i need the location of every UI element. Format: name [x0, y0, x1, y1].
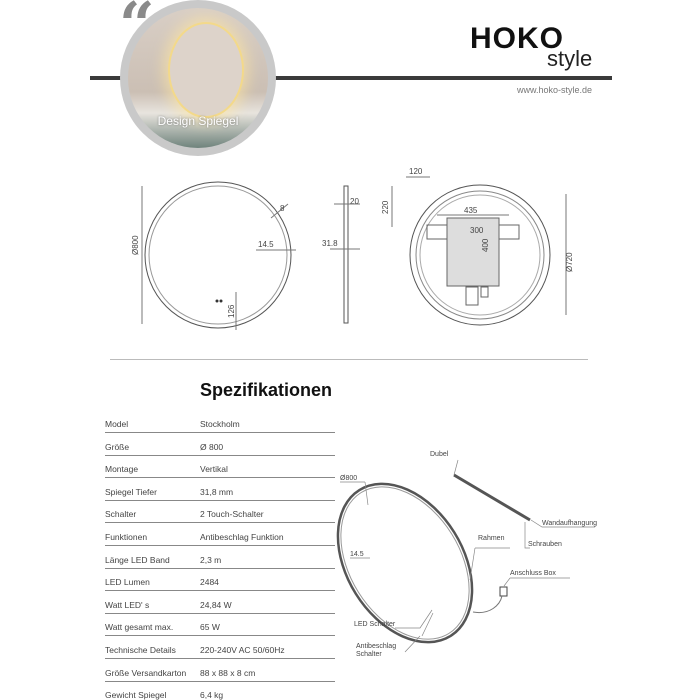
- spec-value: 24,84 W: [200, 599, 232, 610]
- spec-row: [105, 613, 335, 636]
- front-diameter-label: Ø800: [131, 235, 140, 255]
- connection-box: [500, 587, 507, 596]
- spec-value: 65 W: [200, 622, 220, 633]
- side-top-label: 20: [350, 197, 359, 206]
- label-rahmen: Rahmen: [478, 535, 505, 542]
- back-offset-y-label: 220: [381, 200, 390, 214]
- frame-label: 14.5: [258, 240, 274, 249]
- spec-row: [105, 433, 335, 456]
- side-depth-label: 31.8: [322, 239, 338, 248]
- spec-value: 31,8 mm: [200, 486, 234, 497]
- spec-row: [105, 500, 335, 523]
- website-url[interactable]: www.hoko-style.de: [516, 85, 592, 95]
- switch-offset-label: 126: [227, 304, 236, 318]
- specs-title: Spezifikationen: [200, 380, 333, 400]
- spec-row: [105, 591, 335, 614]
- spec-row: [105, 523, 335, 546]
- photo-caption: Design Spiegel: [157, 114, 239, 128]
- spec-label: Technische Details: [105, 645, 176, 655]
- spec-label: Watt gesamt max.: [105, 622, 174, 633]
- side-view: [344, 186, 348, 323]
- spec-label: Länge LED Band: [105, 554, 170, 565]
- spec-label: Größe Versandkarton: [105, 667, 187, 678]
- back-width-label: 435: [464, 206, 478, 215]
- back-diameter-label: Ø720: [565, 252, 574, 272]
- exploded-drawing: [330, 430, 600, 690]
- label-diameter: Ø800: [340, 475, 358, 482]
- front-outer-ring: [145, 182, 291, 328]
- brand-logo-sub: style: [547, 46, 593, 71]
- spec-label: Funktionen: [105, 532, 148, 542]
- spec-value: 2484: [200, 577, 219, 588]
- spec-row: [105, 546, 335, 569]
- back-offset-x-label: 120: [409, 167, 423, 176]
- spec-label: Montage: [105, 464, 139, 475]
- spec-value: 2,3 m: [200, 554, 222, 565]
- wall-mount-rail: [454, 475, 530, 520]
- spec-value: Ø 800: [200, 441, 224, 452]
- spec-label: Gewicht Spiegel: [105, 690, 167, 700]
- spec-row: [105, 410, 335, 433]
- spec-row: [105, 568, 335, 591]
- spec-value: 220-240V AC 50/60Hz: [200, 645, 285, 655]
- brand-logo: HOKO: [470, 22, 564, 55]
- spec-row: [105, 681, 335, 700]
- spec-label: Größe: [105, 441, 130, 452]
- spec-row: [105, 455, 335, 478]
- label-wandaufhangung: Wandaufhangung: [542, 520, 598, 527]
- spec-row: [105, 659, 335, 682]
- ring-label: 8: [280, 204, 285, 213]
- spec-row: [105, 478, 335, 501]
- spec-value: Antibeschlag Funktion: [200, 532, 284, 542]
- label-anschluss-box: Anschluss Box: [510, 570, 556, 577]
- spec-value: 88 x 88 x 8 cm: [200, 667, 256, 678]
- section-divider: [110, 359, 588, 360]
- spec-label: LED Lumen: [105, 577, 150, 588]
- spec-label: Schalter: [105, 509, 137, 520]
- spec-value: 6,4 kg: [200, 690, 224, 700]
- spec-value: 2 Touch-Schalter: [200, 509, 264, 520]
- label-schrauben: Schrauben: [528, 541, 562, 548]
- quote-icon: “: [119, 0, 155, 61]
- label-antibeschlag-schalter: Schalter: [356, 651, 382, 658]
- spec-label: Spiegel Tiefer: [105, 486, 157, 497]
- spec-label: Watt LED' s: [105, 599, 150, 610]
- back-inner-label: 300: [470, 226, 484, 235]
- label-dubel: Dubel: [430, 451, 449, 458]
- label-led-schalter: LED Schalter: [354, 621, 396, 628]
- spec-value: Vertikal: [200, 464, 228, 475]
- label-antibeschlag: Antibeschlag: [356, 643, 397, 650]
- label-frame: 14.5: [350, 551, 364, 558]
- spec-value: Stockholm: [200, 419, 240, 429]
- back-height-label: 400: [481, 238, 490, 252]
- front-inner-ring: [149, 186, 287, 324]
- mirror-frame: [330, 459, 500, 666]
- spec-label: Model: [105, 419, 129, 429]
- spec-row: [105, 636, 335, 659]
